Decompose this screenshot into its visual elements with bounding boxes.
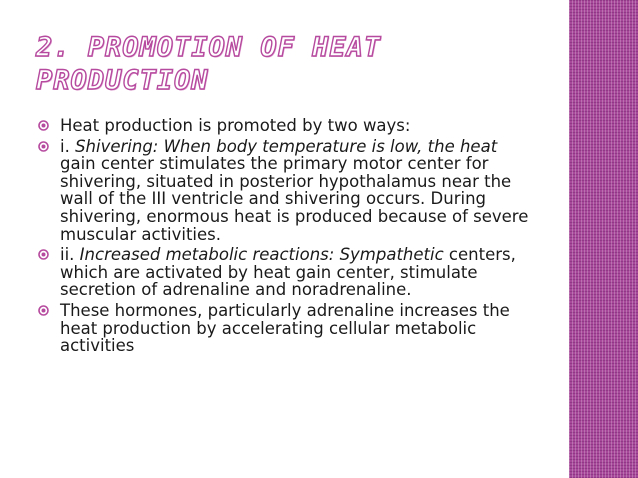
bullet-lead-text: ii.	[60, 245, 80, 265]
slide-title-line-2: PRODUCTION	[36, 65, 209, 96]
bullet-item	[38, 117, 538, 135]
bullet-item	[38, 246, 538, 299]
bullet-rest-text: centers, which are activated by heat gain center, stimulate secretion of adrenaline and noradrenaline.	[60, 245, 516, 300]
bullet-item	[38, 138, 538, 244]
bullet-item	[38, 302, 538, 355]
circle-target-icon	[38, 305, 49, 316]
bullet-italic-text: Increased metabolic reactions: Sympathetic	[79, 245, 444, 265]
circle-target-icon	[38, 141, 49, 152]
circle-target-icon	[38, 120, 49, 131]
circle-target-icon	[38, 249, 49, 260]
slide-title	[36, 31, 536, 97]
decorative-side-stripe	[569, 0, 638, 478]
bullet-lead-text: i.	[60, 136, 76, 156]
bullet-list	[38, 117, 538, 358]
bullet-italic-text: Shivering: When body temperature is low, the heat	[75, 136, 498, 156]
bullet-lead-text: Heat production is promoted by two ways:	[60, 116, 411, 135]
bullet-lead-text: These hormones, particularly adrenaline increases the heat production by accelerating cellular metabolic activities	[60, 300, 510, 356]
slide-title-line-1: 2. PROMOTION OF HEAT	[36, 32, 382, 63]
bullet-rest-text: gain center stimulates the primary motor center for shivering, situated in posterior hypothalamus near the wall of the III ventricle and shivering occurs. During shivering, enormous heat is produced because of severe muscular activities.	[60, 154, 529, 244]
